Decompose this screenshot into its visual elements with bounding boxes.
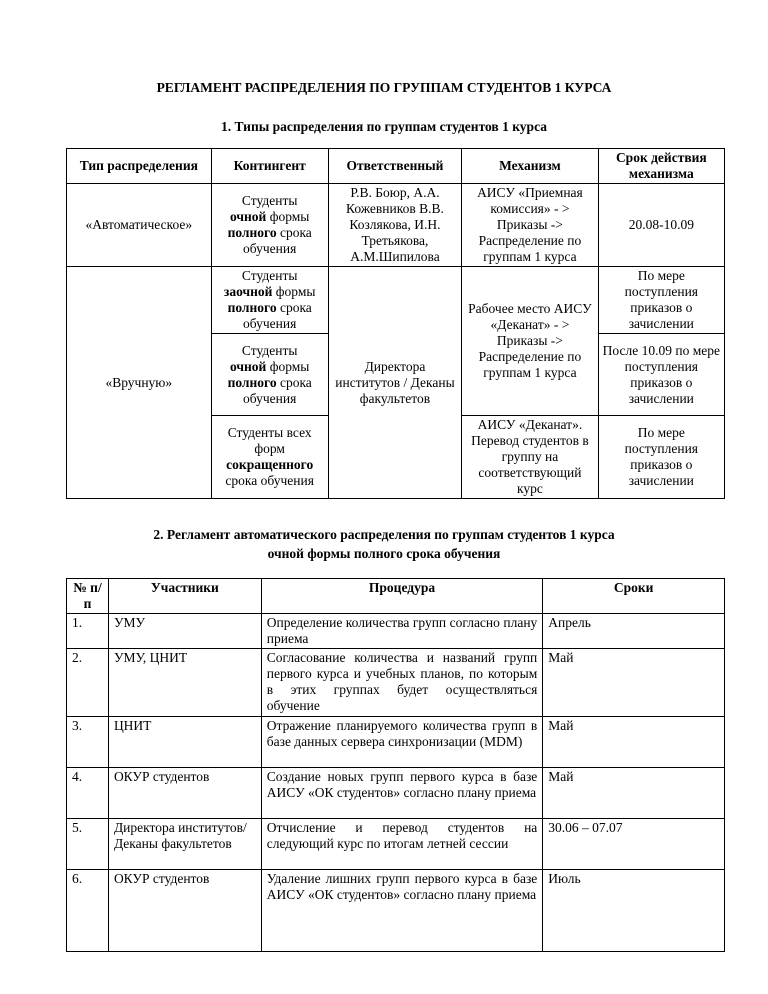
auto-responsible: Р.В. Боюр, А.А. Кожевников В.В. Козлякова, И.Н. Третьякова, А.М.Шипилова bbox=[328, 184, 461, 267]
header-mechanism: Механизм bbox=[462, 149, 598, 184]
row-procedure: Создание новых групп первого курса в базе АИСУ «ОК студентов» согласно плану приема bbox=[261, 768, 543, 819]
table-row bbox=[67, 717, 725, 768]
row-num: 4. bbox=[67, 768, 109, 819]
section-1-title: 1. Типы распределения по группам студентов 1 курса bbox=[221, 119, 547, 134]
table-row bbox=[67, 614, 725, 649]
table-row bbox=[67, 768, 725, 819]
row-num: 6. bbox=[67, 870, 109, 952]
manual-mechanism-1: Рабочее место АИСУ «Деканат» - > Приказы -> Распределение по группам 1 курса bbox=[462, 267, 598, 416]
row-num: 5. bbox=[67, 819, 109, 870]
auto-type: «Автоматическое» bbox=[67, 184, 212, 267]
header-term: Срок действия механизма bbox=[598, 149, 724, 184]
row-procedure: Отчисление и перевод студентов на следующий курс по итогам летней сессии bbox=[261, 819, 543, 870]
row-num: 3. bbox=[67, 717, 109, 768]
document-title: РЕГЛАМЕНТ РАСПРЕДЕЛЕНИЯ ПО ГРУППАМ СТУДЕНТОВ 1 КУРСА bbox=[156, 80, 612, 95]
manual-mechanism-2: АИСУ «Деканат». Перевод студентов в группу на соответствующий курс bbox=[462, 416, 598, 499]
header-type: Тип распределения bbox=[67, 149, 212, 184]
row-procedure: Определение количества групп согласно плану приема bbox=[261, 614, 543, 649]
header-num: № п/п bbox=[67, 579, 109, 614]
row-participants: ЦНИТ bbox=[108, 717, 261, 768]
row-participants: Директора институтов/ Деканы факультетов bbox=[108, 819, 261, 870]
auto-contingent: Студенты очной формы полного срока обучения bbox=[211, 184, 328, 267]
header-contingent: Контингент bbox=[211, 149, 328, 184]
section-2-title-line-2: очной формы полного срока обучения bbox=[267, 546, 501, 561]
row-procedure: Отражение планируемого количества групп в базе данных сервера синхронизации (MDM) bbox=[261, 717, 543, 768]
manual-term-3: По мере поступления приказов о зачислении bbox=[598, 416, 724, 499]
row-term: 30.06 – 07.07 bbox=[543, 819, 725, 870]
manual-responsible: Директора институтов / Деканы факультетов bbox=[328, 267, 461, 499]
manual-contingent-fulltime: Студенты очной формы полного срока обучения bbox=[211, 334, 328, 416]
row-participants: ОКУР студентов bbox=[108, 768, 261, 819]
row-term: Май bbox=[543, 768, 725, 819]
auto-mechanism: АИСУ «Приемная комиссия» - > Приказы -> Распределение по группам 1 курса bbox=[462, 184, 598, 267]
row-num: 1. bbox=[67, 614, 109, 649]
table-row bbox=[67, 819, 725, 870]
table-row bbox=[67, 870, 725, 952]
distribution-types-table bbox=[66, 148, 725, 499]
row-procedure: Согласование количества и названий групп первого курса и учебных планов, по которым в этих группах будет осуществляться обучение bbox=[261, 649, 543, 717]
row-term: Май bbox=[543, 649, 725, 717]
section-2-title-line-1: 2. Регламент автоматического распределения по группам студентов 1 курса bbox=[153, 527, 615, 542]
manual-contingent-extramural: Студенты заочной формы полного срока обучения bbox=[211, 267, 328, 334]
auto-term: 20.08-10.09 bbox=[598, 184, 724, 267]
manual-term-2: После 10.09 по мере поступления приказов о зачислении bbox=[598, 334, 724, 416]
row-participants: ОКУР студентов bbox=[108, 870, 261, 952]
header-participants: Участники bbox=[108, 579, 261, 614]
manual-type: «Вручную» bbox=[67, 267, 212, 499]
table-row bbox=[67, 649, 725, 717]
row-participants: УМУ, ЦНИТ bbox=[108, 649, 261, 717]
row-term: Май bbox=[543, 717, 725, 768]
row-term: Июль bbox=[543, 870, 725, 952]
manual-term-1: По мере поступления приказов о зачислении bbox=[598, 267, 724, 334]
manual-contingent-shortened: Студенты всех форм сокращенного срока обучения bbox=[211, 416, 328, 499]
header-terms: Сроки bbox=[543, 579, 725, 614]
header-procedure: Процедура bbox=[261, 579, 543, 614]
procedure-table bbox=[66, 578, 725, 952]
row-procedure: Удаление лишних групп первого курса в базе АИСУ «ОК студентов» согласно плану приема bbox=[261, 870, 543, 952]
header-responsible: Ответственный bbox=[328, 149, 461, 184]
row-term: Апрель bbox=[543, 614, 725, 649]
row-participants: УМУ bbox=[108, 614, 261, 649]
row-num: 2. bbox=[67, 649, 109, 717]
